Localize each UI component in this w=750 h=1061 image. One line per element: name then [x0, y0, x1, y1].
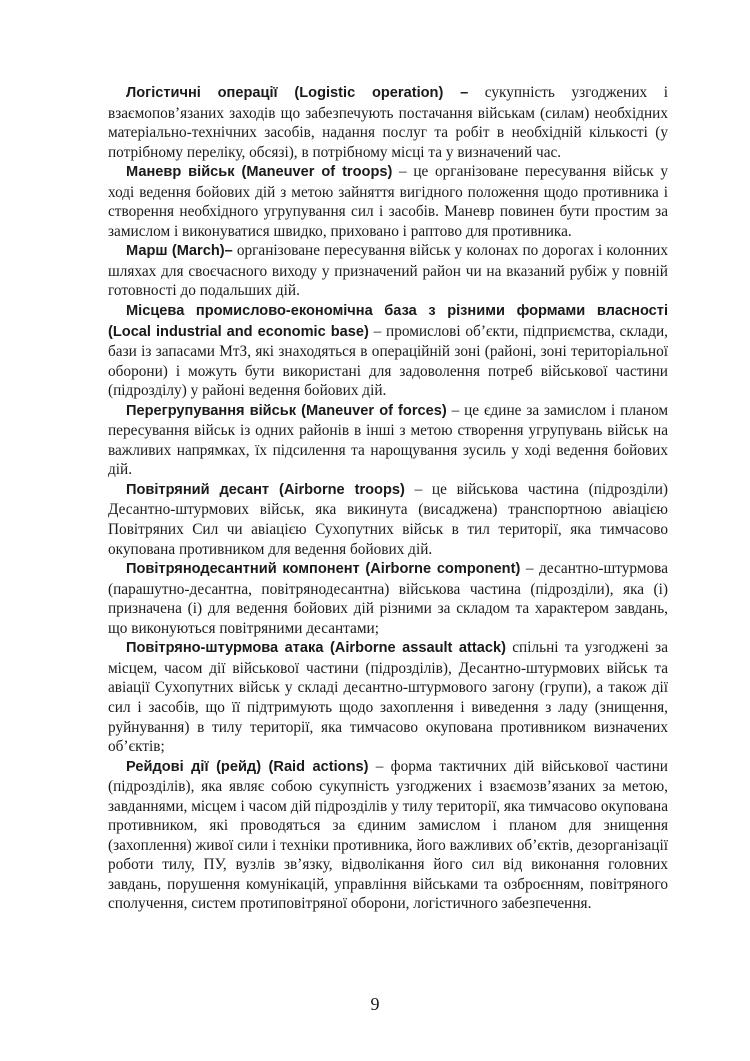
glossary-entry-raid-actions	[108, 757, 668, 914]
glossary-entry-maneuver-of-troops	[108, 162, 668, 241]
entry-term: Повітрянодесантний компонент (Airborne component)	[126, 561, 521, 578]
entry-definition: – промислові об’єкти, підприємства, склади, бази із запасами МтЗ, які знаходяться в операційній зоні (районі, зоні територіальної оборони) і можуть бути використані для задоволення потреб військової частини (підрозділу) у районі ведення бойових дій.	[108, 322, 668, 400]
entry-definition: сукупність узгоджених і взаємопов’язаних заходів що забезпечують постачання військам (силам) необхідних матеріально-технічних засобів, надання послуг та робіт в необхідній кількості (у потрібному переліку, обсязі), в потрібному місці та у визначений час.	[108, 84, 668, 161]
document-body	[108, 83, 668, 914]
glossary-entry-airborne-assault-attack	[108, 638, 668, 756]
entry-term: Маневр військ (Maneuver of troops)	[126, 164, 393, 181]
entry-term: Рейдові дії (рейд) (Raid actions)	[126, 758, 369, 775]
glossary-entry-local-industrial-base	[108, 301, 668, 401]
entry-term: Повітряно-штурмова атака (Airborne assault attack)	[126, 640, 506, 657]
entry-definition: – десантно-штурмова (парашутно-десантна, повітрянодесантна) військова частина (підрозділи), яка (і) призначена (і) для ведення бойових дій різними за складом та характером завдань, що виконуються повітряними десантами;	[108, 560, 668, 637]
entry-definition: організоване пересування військ у колонах по дорогах і колонних шляхах для своєчасного виходу у призначений район чи на вказаний рубіж у повній готовності до подальших дій.	[108, 242, 668, 300]
entry-term: Логістичні операції (Logistic operation) –	[126, 85, 469, 101]
glossary-entry-maneuver-of-forces	[108, 401, 668, 480]
entry-definition: – це організоване пересування військ у ході ведення бойових дій з метою зайняття вигідного положення щодо противника і створення необхідного угрупування сил і засобів. Маневр повинен бути простим за замислом і виконуватися швидко, приховано і раптово для противника.	[108, 163, 668, 240]
glossary-entry-airborne-component	[108, 559, 668, 638]
entry-definition: – це військова частина (підрозділи) Десантно-штурмових військ, яка викинута (висаджена) транспортною авіацією Повітряних Сил чи авіацією Сухопутних військ в тил території, яка тимчасово окупована противником для ведення бойових дій.	[108, 480, 668, 558]
entry-term: Місцева промислово-економічна база з різними формами власності (Local industrial and economic base)	[108, 303, 668, 340]
page-number: 9	[370, 994, 380, 1014]
entry-definition: спільні та узгоджені за місцем, часом дії військової частини (підрозділів), Десантно-штурмових військ та авіації Сухопутних військ у складі десантно-штурмового загону (групи), а також дії сил і засобів, що її підтримують щодо захоплення і виведення з ладу (знищення, руйнування) в тилу території, яка тимчасово окупована противником визначених об’єктів;	[108, 639, 668, 756]
glossary-entry-march	[108, 241, 668, 301]
entry-definition: – форма тактичних дій військової частини (підрозділів), яка являє собою сукупність узгоджених і взаємозв’язаних за метою, завданнями, місцем і часом дій підрозділів у тилу території, яка тимчасово окупована противником, які проводяться за єдиним замислом і планом для знищення (захоплення) живої сили і техніки противника, його важливих об’єктів, дезорганізації роботи тилу, ПУ, вузлів зв’язку, відволікання його сил від виконання головних завдань, порушення комунікацій, управління військами та озброєнням, повітряного сполучення, систем протиповітряної оборони, логістичного забезпечення.	[108, 757, 668, 913]
glossary-entry-logistic-operation	[108, 83, 668, 162]
entry-term: Повітряний десант (Airborne troops)	[126, 481, 405, 498]
glossary-entry-airborne-troops	[108, 480, 668, 559]
entry-term: Перегрупування військ (Maneuver of forces)	[126, 402, 447, 419]
entry-term: Марш (March)–	[126, 243, 233, 260]
entry-definition: – це єдине за замислом і планом пересування військ із одних районів в інші з метою створення угрупувань військ на важливих напрямках, їх підсилення та нарощування зусиль у ході ведення бойових дій.	[108, 401, 668, 479]
